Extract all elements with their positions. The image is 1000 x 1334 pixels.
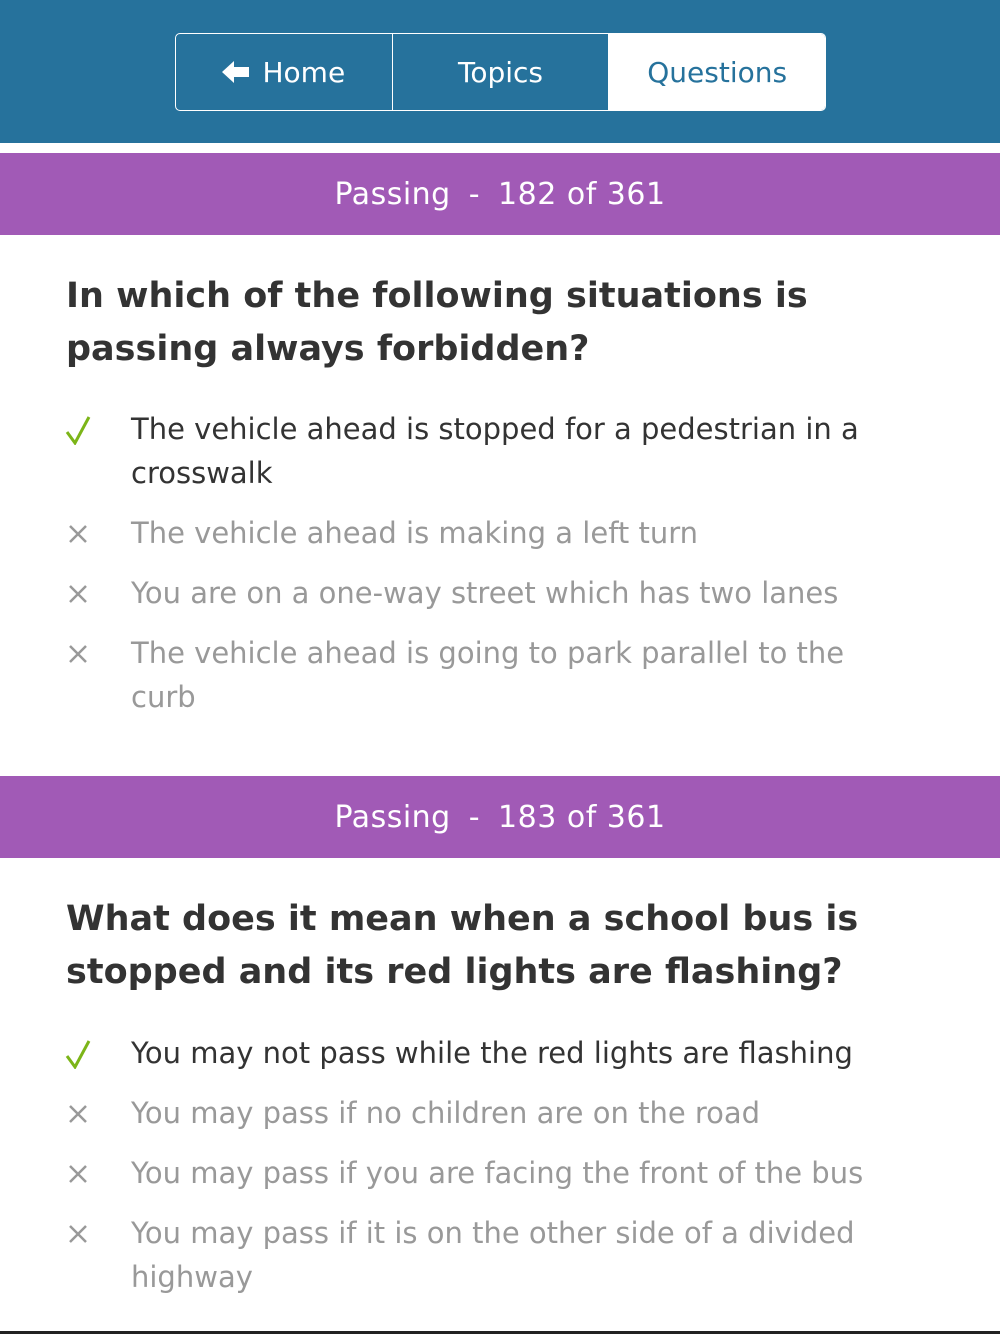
questions-button[interactable]	[608, 34, 825, 110]
answer-item-wrong	[0, 631, 1000, 719]
question-header	[0, 153, 1000, 235]
x-icon	[63, 639, 93, 669]
x-icon	[63, 579, 93, 609]
x-icon	[63, 1099, 93, 1129]
header-separator: -	[468, 176, 481, 212]
question-header	[0, 776, 1000, 858]
answer-text: You may pass if no children are on the road	[131, 1096, 761, 1130]
answer-item-wrong	[0, 571, 1000, 615]
x-icon	[63, 1219, 93, 1249]
answer-text: You are on a one-way street which has two lanes	[131, 576, 839, 610]
back-arrow-icon	[222, 61, 250, 83]
question-text: What does it mean when a school bus is stopped and its red lights are flashing?	[66, 899, 859, 992]
question-progress: 182 of 361	[498, 176, 666, 212]
header-separator: -	[468, 799, 481, 835]
question-topic: Passing	[334, 176, 451, 212]
x-icon	[63, 519, 93, 549]
topics-button-label: Topics	[458, 55, 544, 89]
answer-text: The vehicle ahead is going to park parallel to the curb	[131, 636, 845, 714]
answer-item-wrong	[0, 1091, 1000, 1135]
answer-text: The vehicle ahead is making a left turn	[131, 516, 699, 550]
check-icon	[63, 1039, 93, 1069]
answer-text: You may pass if it is on the other side of a divided highway	[131, 1216, 855, 1294]
answer-text: You may not pass while the red lights are flashing	[131, 1036, 853, 1070]
answer-item-wrong	[0, 1211, 1000, 1299]
questions-button-label: Questions	[647, 55, 788, 89]
answer-item-correct	[0, 407, 1000, 495]
question-topic: Passing	[334, 799, 451, 835]
answer-item-correct	[0, 1031, 1000, 1075]
x-icon	[63, 1159, 93, 1189]
answer-text: You may pass if you are facing the front of the bus	[131, 1156, 864, 1190]
nav-segmented-control	[175, 33, 826, 111]
question-progress: 183 of 361	[498, 799, 666, 835]
answer-text: The vehicle ahead is stopped for a pedestrian in a crosswalk	[131, 412, 859, 490]
answer-item-wrong	[0, 1151, 1000, 1195]
home-button[interactable]	[176, 34, 392, 110]
answer-item-wrong	[0, 511, 1000, 555]
top-nav-bar	[0, 0, 1000, 143]
divider	[0, 143, 1000, 153]
question-text: In which of the following situations is passing always forbidden?	[66, 276, 808, 369]
check-icon	[63, 415, 93, 445]
answer-list	[0, 407, 1000, 735]
home-button-label: Home	[262, 55, 346, 89]
topics-button[interactable]	[392, 34, 609, 110]
answer-list	[0, 1031, 1000, 1315]
